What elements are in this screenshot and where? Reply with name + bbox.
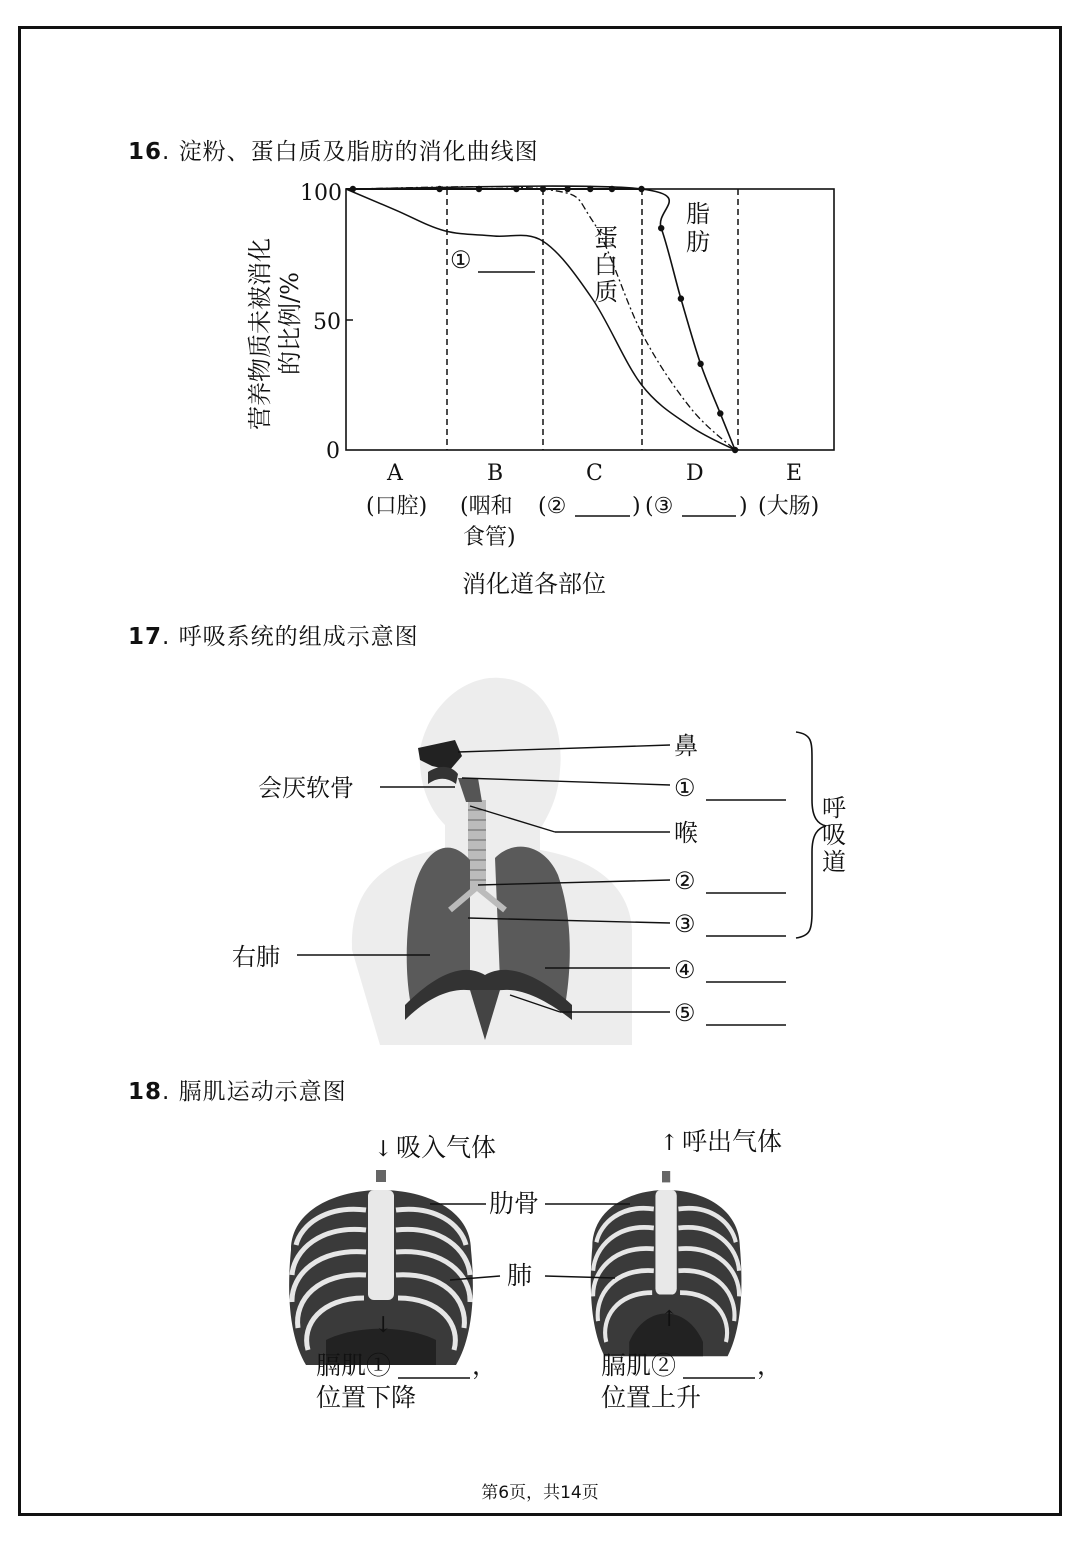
q16-title-text: . 淀粉、蛋白质及脂肪的消化曲线图 <box>162 139 539 165</box>
label-1: ① <box>674 774 696 802</box>
fat-label-1: 脂 <box>686 200 710 228</box>
bracket-label-3: 道 <box>822 848 846 876</box>
fat-marker-6 <box>732 447 738 453</box>
chart-curves <box>346 186 738 453</box>
fat-label-2: 肪 <box>686 228 710 256</box>
section-E-name: (大肠) <box>758 494 820 519</box>
section-A-letter: A <box>387 461 403 486</box>
fat-marker-3 <box>678 295 684 301</box>
left-caption-2: 位置下降 <box>316 1383 417 1412</box>
label-right-lung: 右肺 <box>232 943 280 971</box>
section-C-letter: C <box>586 461 603 486</box>
q18-title-text: . 膈肌运动示意图 <box>162 1079 347 1105</box>
q18-number: 18 <box>128 1079 163 1105</box>
digestion-chart <box>0 0 1080 620</box>
section-C-name1: (② <box>538 494 567 519</box>
bracket-label-1: 呼 <box>822 794 846 822</box>
label-4: ④ <box>674 956 696 984</box>
respiratory-diagram <box>0 660 1080 1060</box>
exhale-arrow: ↑ <box>660 1131 679 1156</box>
protein-label-3: 质 <box>594 278 618 306</box>
section-C-name2: ) <box>632 494 641 519</box>
left-caption-comma: ， <box>472 1351 498 1380</box>
protein-label-1: 蛋 <box>594 224 618 252</box>
chart-xlabel: 消化道各部位 <box>462 570 606 598</box>
diaphragm-down-arrow: ↓ <box>374 1313 393 1338</box>
protein-label-2: 白 <box>594 251 618 279</box>
q17-number: 17 <box>128 624 163 650</box>
section-D-name2: ) <box>739 494 748 519</box>
label-rib: 肋骨 <box>489 1189 540 1218</box>
right-caption-1: 膈肌② <box>601 1351 677 1380</box>
right-caption-comma: ， <box>757 1351 783 1380</box>
label-larynx: 喉 <box>674 819 698 847</box>
section-D-letter: D <box>686 461 704 486</box>
section-B-name2: 食管) <box>463 525 516 550</box>
q17-title-text: . 呼吸系统的组成示意图 <box>162 624 419 650</box>
section-B-letter: B <box>487 461 504 486</box>
label-lung: 肺 <box>507 1261 533 1290</box>
section-E-letter: E <box>786 461 803 486</box>
page-footer: 第6页，共14页 <box>481 1483 599 1503</box>
series-line-2 <box>346 187 735 450</box>
section-B-name1: (咽和 <box>460 494 513 519</box>
ytick-100: 100 <box>300 181 342 206</box>
fat-marker-4 <box>697 361 703 367</box>
label-nose: 鼻 <box>674 732 698 760</box>
body-silhouette-image <box>352 678 632 1045</box>
inhale-label: 吸入气体 <box>396 1133 497 1162</box>
left-caption-1: 膈肌① <box>316 1351 392 1380</box>
bracket-label-2: 吸 <box>822 821 846 849</box>
q17-title <box>128 618 419 651</box>
chart-ylabel-1: 营养物质未被消化 <box>246 238 274 430</box>
fat-marker-2 <box>658 225 664 231</box>
right-caption-2: 位置上升 <box>601 1383 702 1412</box>
section-A-name: (口腔) <box>366 494 428 519</box>
inhale-arrow: ↓ <box>374 1137 393 1162</box>
chart-ylabel-2: 的比例/% <box>276 272 304 375</box>
q18-title <box>128 1073 347 1106</box>
q16-number: 16 <box>128 139 163 165</box>
ytick-50: 50 <box>313 310 341 335</box>
section-D-name1: (③ <box>645 494 674 519</box>
label-2: ② <box>674 867 696 895</box>
exhale-label: 呼出气体 <box>682 1127 783 1156</box>
series-line-3 <box>346 186 735 450</box>
label-3: ③ <box>674 910 696 938</box>
label-epiglottis: 会厌软骨 <box>258 774 354 802</box>
diaphragm-diagram <box>0 1120 1080 1430</box>
plot-frame <box>346 189 834 450</box>
series-line-1 <box>346 189 735 450</box>
label-5: ⑤ <box>674 999 696 1027</box>
curve1-label: ① <box>450 246 472 274</box>
fat-marker-5 <box>717 410 723 416</box>
diaphragm-up-arrow: ↑ <box>660 1307 679 1332</box>
ytick-0: 0 <box>326 439 340 464</box>
